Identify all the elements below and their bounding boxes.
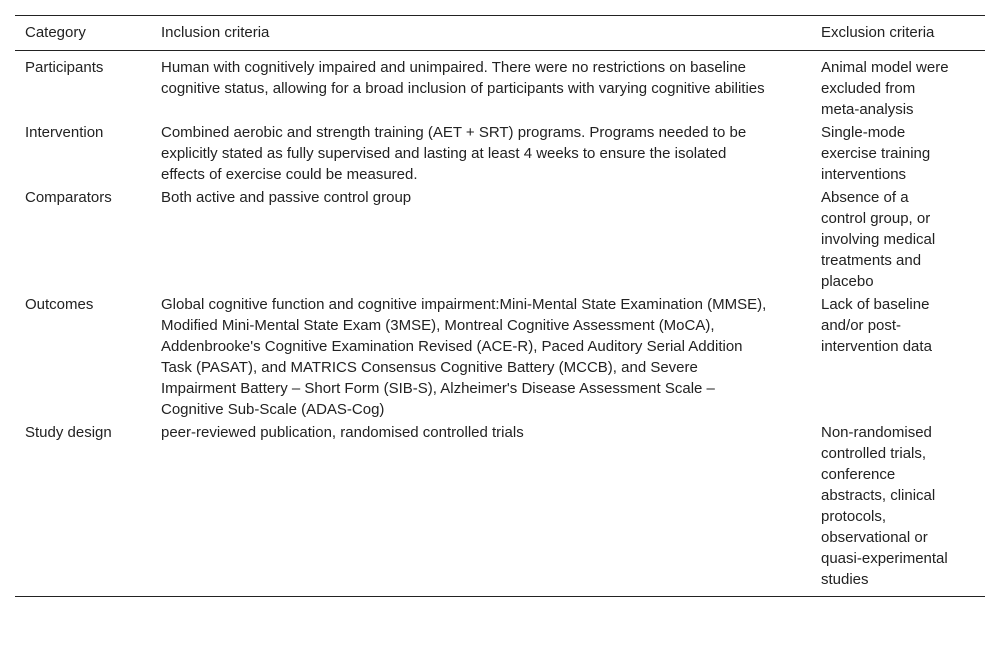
- cell-exclusion: Animal model were excluded from meta-analysis: [821, 59, 949, 118]
- cell-inclusion: Combined aerobic and strength training (AET + SRT) programs. Programs needed to be explicitly stated as fully supervised and lasting at least 4 weeks to ensure the isolated effects of exercise could be measured.: [161, 124, 747, 183]
- header-inclusion: Inclusion criteria: [161, 24, 270, 41]
- cell-inclusion: Global cognitive function and cognitive impairment:Mini-Mental State Examination (MMSE), Modified Mini-Mental State Exam (3MSE), Montreal Cognitive Assessment (MoCA), Addenbrooke's Cognitive Examination Revised (ACE-R), Paced Auditory Serial Addition Task (PASAT), and MATRICS Consensus Cognitive Battery (MCCB), and Severe Impairment Battery – Short Form (SIB-S), Alzheimer's Disease Assessment Scale – Cognitive Sub-Scale (ADAS-Cog): [161, 296, 767, 418]
- cell-exclusion: Single-mode exercise training interventions: [821, 124, 931, 183]
- criteria-table: [15, 15, 985, 597]
- table-row-study-design: [15, 422, 985, 597]
- cell-category: Outcomes: [25, 296, 94, 313]
- header-category: Category: [25, 24, 86, 41]
- table-row-intervention: [15, 122, 985, 187]
- cell-inclusion: Both active and passive control group: [161, 189, 412, 206]
- table-row-participants: [15, 51, 985, 123]
- cell-category: Participants: [25, 59, 104, 76]
- cell-exclusion: Lack of baseline and/or post-intervention data: [821, 296, 932, 355]
- cell-category: Comparators: [25, 189, 112, 206]
- table-header-row: [15, 16, 985, 51]
- header-exclusion: Exclusion criteria: [821, 24, 935, 41]
- criteria-table-container: [15, 15, 985, 597]
- cell-inclusion: peer-reviewed publication, randomised controlled trials: [161, 424, 524, 441]
- cell-category: Intervention: [25, 124, 104, 141]
- cell-category: Study design: [25, 424, 112, 441]
- cell-inclusion: Human with cognitively impaired and unimpaired. There were no restrictions on baseline cognitive status, allowing for a broad inclusion of participants with varying cognitive abilities: [161, 59, 765, 97]
- table-row-comparators: [15, 187, 985, 294]
- cell-exclusion: Absence of a control group, or involving medical treatments and placebo: [821, 189, 936, 290]
- table-row-outcomes: [15, 294, 985, 422]
- cell-exclusion: Non-randomised controlled trials, conference abstracts, clinical protocols, observational or quasi-experimental studies: [821, 424, 948, 588]
